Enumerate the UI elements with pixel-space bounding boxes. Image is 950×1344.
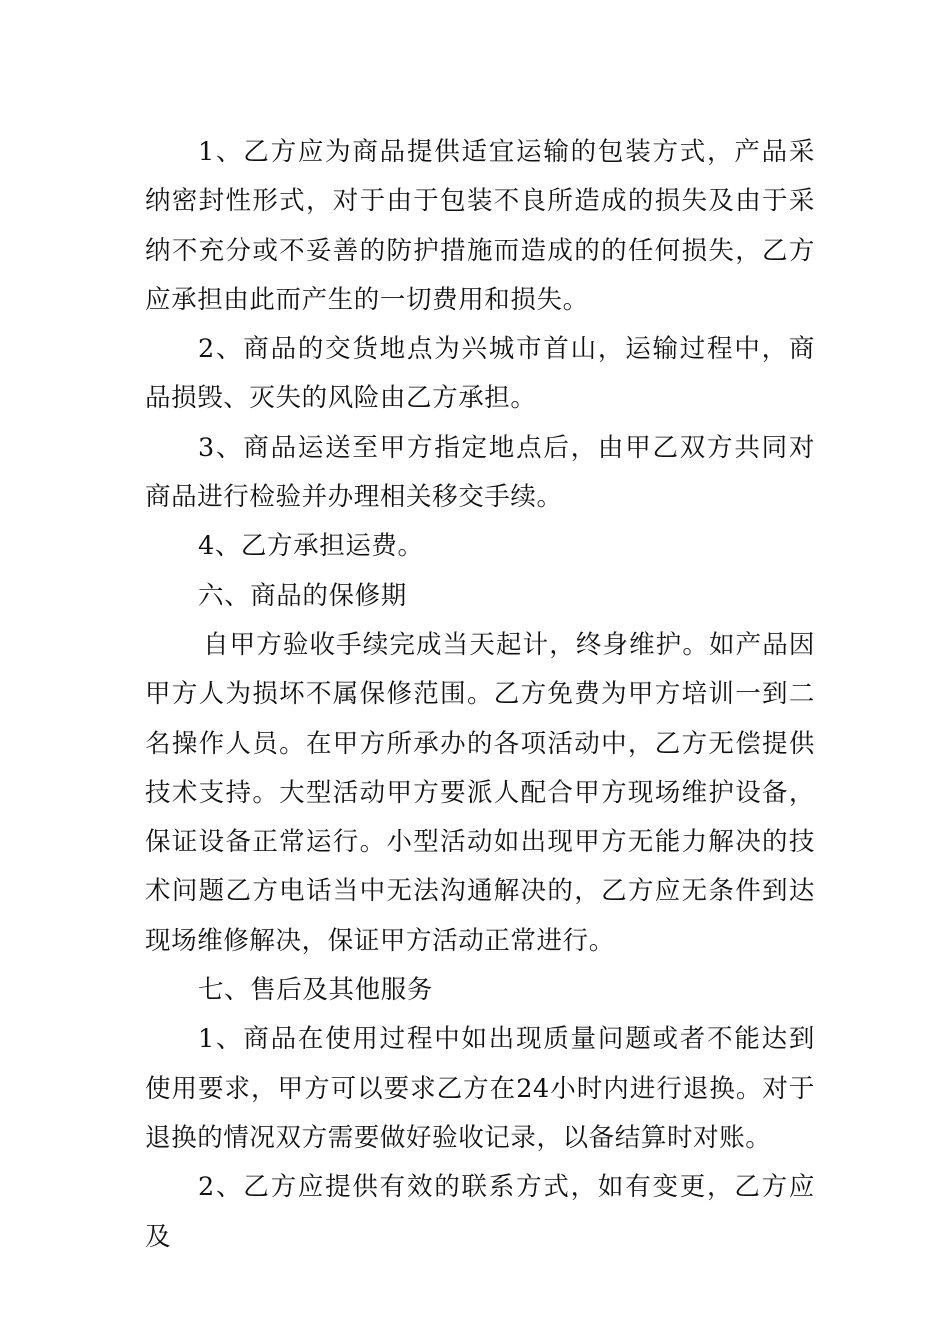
- section-heading-after-sales: 七、售后及其他服务: [198, 975, 433, 1006]
- clause-delivery-location: 2、商品的交货地点为兴城市首山，运输过程中，商品损毁、灭失的风险由乙方承担。: [145, 334, 815, 414]
- clause-freight: 4、乙方承担运费。: [198, 531, 424, 562]
- clause-contact: 2、乙方应提供有效的联系方式，如有变更，乙方应及: [145, 1172, 815, 1252]
- clause-replacement: 1、商品在使用过程中如出现质量问题或者不能达到使用要求，甲方可以要求乙方在24小时内进行退换。对于退换的情况双方需要做好验收记录，以备结算时对账。: [145, 1024, 815, 1153]
- clause-inspection: 3、商品运送至甲方指定地点后，由甲乙双方共同对商品进行检验并办理相关移交手续。: [145, 432, 815, 513]
- section-heading-warranty: 六、商品的保修期: [198, 580, 407, 611]
- clause-packaging: 1、乙方应为商品提供适宜运输的包装方式，产品采纳密封性形式，对于由于包装不良所造成的损失及由于采纳不充分或不妥善的防护措施而造成的的任何损失，乙方应承担由此而产生的一切费用和损失。: [145, 137, 815, 315]
- document-body: [145, 128, 815, 1262]
- paragraph-warranty: 自甲方验收手续完成当天起计，终身维护。如产品因甲方人为损坏不属保修范围。乙方免费为甲方培训一到二名操作人员。在甲方所承办的各项活动中，乙方无偿提供技术支持。大型活动甲方要派人配合甲方现场维护设备，保证设备正常运行。小型活动如出现甲方无能力解决的技术问题乙方电话当中无法沟通解决的，乙方应无条件到达现场维修解决，保证甲方活动正常进行。: [145, 629, 815, 956]
